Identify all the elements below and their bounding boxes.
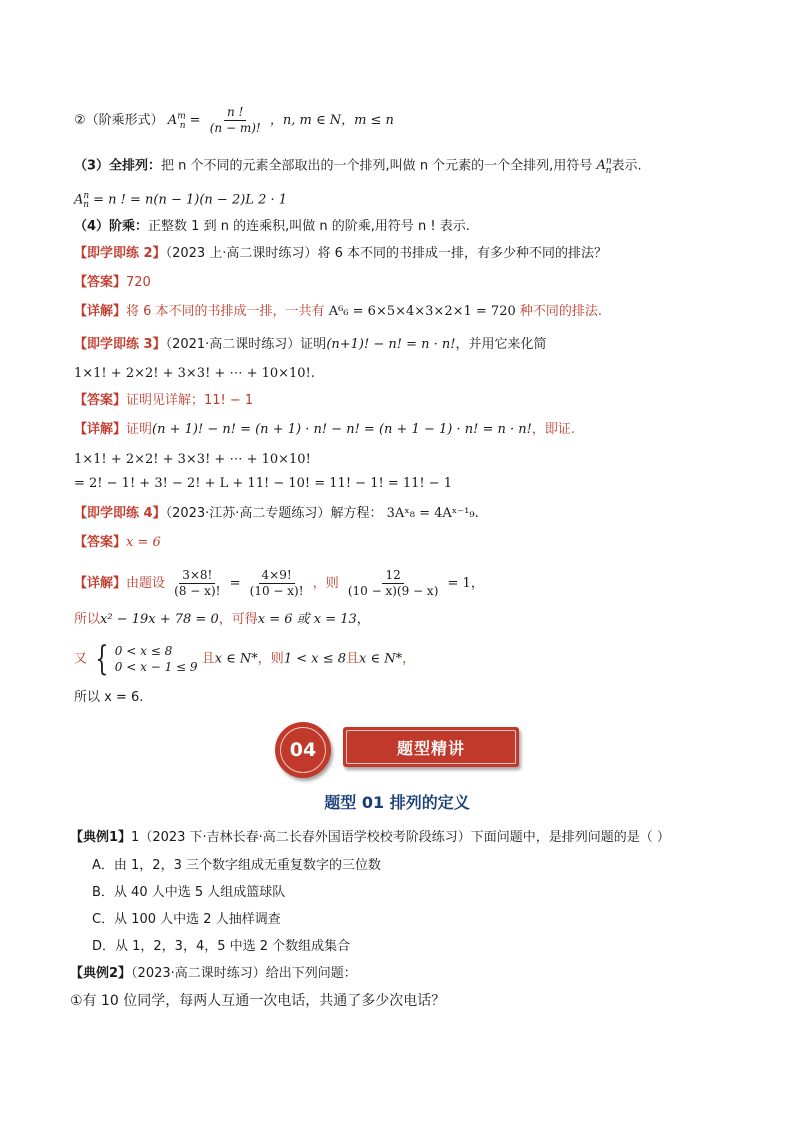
exercise-4-answer: 【答案】x = 6 bbox=[74, 535, 161, 550]
option-a: A．由 1，2，3 三个数字组成无重复数字的三位数 bbox=[92, 858, 381, 873]
exercise-3-answer: 【答案】证明见详解；11! − 1 bbox=[74, 393, 254, 408]
perm-symbol: $A^m_n$ bbox=[167, 111, 186, 131]
perm-factorial-form: ②（阶乘形式） $A^m_n$ = $\frac{n !}{(n - m)!}$ ，n, m ∈ N，m ≤ n bbox=[74, 105, 394, 135]
exercise-3-derivation-1: 1×1! + 2×2! + 3×3! + ⋯ + 10×10! bbox=[74, 452, 311, 467]
exercise-4-conclusion: 所以 x = 6. bbox=[74, 690, 144, 705]
option-d: D．从 1，2，3，4，5 中选 2 个数组成集合 bbox=[92, 939, 351, 954]
exercise-2-detail: 【详解】将 6 本不同的书排成一排，一共有 A⁶₆ = 6×5×4×3×2×1 = 720 种不同的排法. bbox=[74, 304, 603, 319]
exercise-2-answer: 【答案】720 bbox=[74, 275, 151, 290]
exercise-2-question: 【即学即练 2】（2023 上·高二课时练习）将 6 本不同的书排成一排，有多少种不同的排法？ bbox=[74, 246, 607, 261]
exercise-4-question: 【即学即练 4】（2023·江苏·高二专题练习）解方程： 3Aˣ₈ = 4Aˣ⁻¹₉. bbox=[74, 506, 479, 521]
section-banner bbox=[275, 722, 525, 778]
typical-example-1: 【典例1】1（2023 下·吉林长春·高二长春外国语学校校考阶段练习）下面问题中，是排列问题的是（ ） bbox=[70, 830, 670, 845]
exercise-3-question: 【即学即练 3】（2021·高二课时练习）证明(n+1)! − n! = n · n!，并用它来化简 bbox=[74, 337, 547, 352]
factorial-definition: （4）阶乘：正整数 1 到 n 的连乘积,叫做 n 的阶乘,用符号 n ! 表示. bbox=[74, 219, 470, 234]
full-permutation-definition: （3）全排列：把 n 个不同的元素全部取出的一个排列,叫做 n 个元素的一个全排列,用符号 $A^n_n$表示. bbox=[74, 157, 642, 176]
section-title: 题型 01 排列的定义 bbox=[324, 793, 470, 812]
banner-title-bar: 题型精讲 bbox=[343, 727, 519, 767]
factorial-fraction: $\frac{n !}{(n - m)!}$ bbox=[209, 105, 261, 135]
banner-number-badge: 04 bbox=[275, 722, 331, 778]
exercise-3-detail: 【详解】证明(n + 1)! − n! = (n + 1) · n! − n! = (n + 1 − 1) · n! = n · n!，即证. bbox=[74, 422, 575, 437]
inequality-system: { 0 < x ≤ 8 0 < x − 1 ≤ 9 bbox=[95, 639, 198, 679]
typical-example-2: 【典例2】（2023·高二课时练习）给出下列问题： bbox=[70, 966, 357, 981]
exercise-4-detail-3: 又 { 0 < x ≤ 8 0 < x − 1 ≤ 9 且x ∈ N*，则1 < x ≤ 8且x ∈ N*， bbox=[74, 639, 416, 679]
exercise-4-detail-1: 【详解】由题设 $\frac{3\times 8!}{(8 - x)!}$ = $\frac{4\times 9!}{(10 - x)!}$ ，则 $\frac{12}{(10 - x)(9 - x)}$ = 1， bbox=[74, 568, 484, 598]
exercise-3-derivation-2: = 2! − 1! + 3! − 2! + L + 11! − 10! = 11! − 1! = 11! − 1 bbox=[74, 476, 453, 491]
option-c: C．从 100 人中选 2 人抽样调查 bbox=[92, 912, 281, 927]
typical-example-2-question-1: ①有 10 位同学，每两人互通一次电话，共通了多少次电话？ bbox=[70, 993, 446, 1009]
option-b: B．从 40 人中选 5 人组成篮球队 bbox=[92, 885, 286, 900]
exercise-4-detail-2: 所以x² − 19x + 78 = 0，可得x = 6 或 x = 13， bbox=[74, 612, 370, 627]
exercise-3-expression: 1×1! + 2×2! + 3×3! + ⋯ + 10×10!. bbox=[74, 366, 315, 381]
full-permutation-formula: $A^n_n = n$ ! = n(n − 1)(n − 2)L 2 · 1 bbox=[74, 191, 288, 210]
